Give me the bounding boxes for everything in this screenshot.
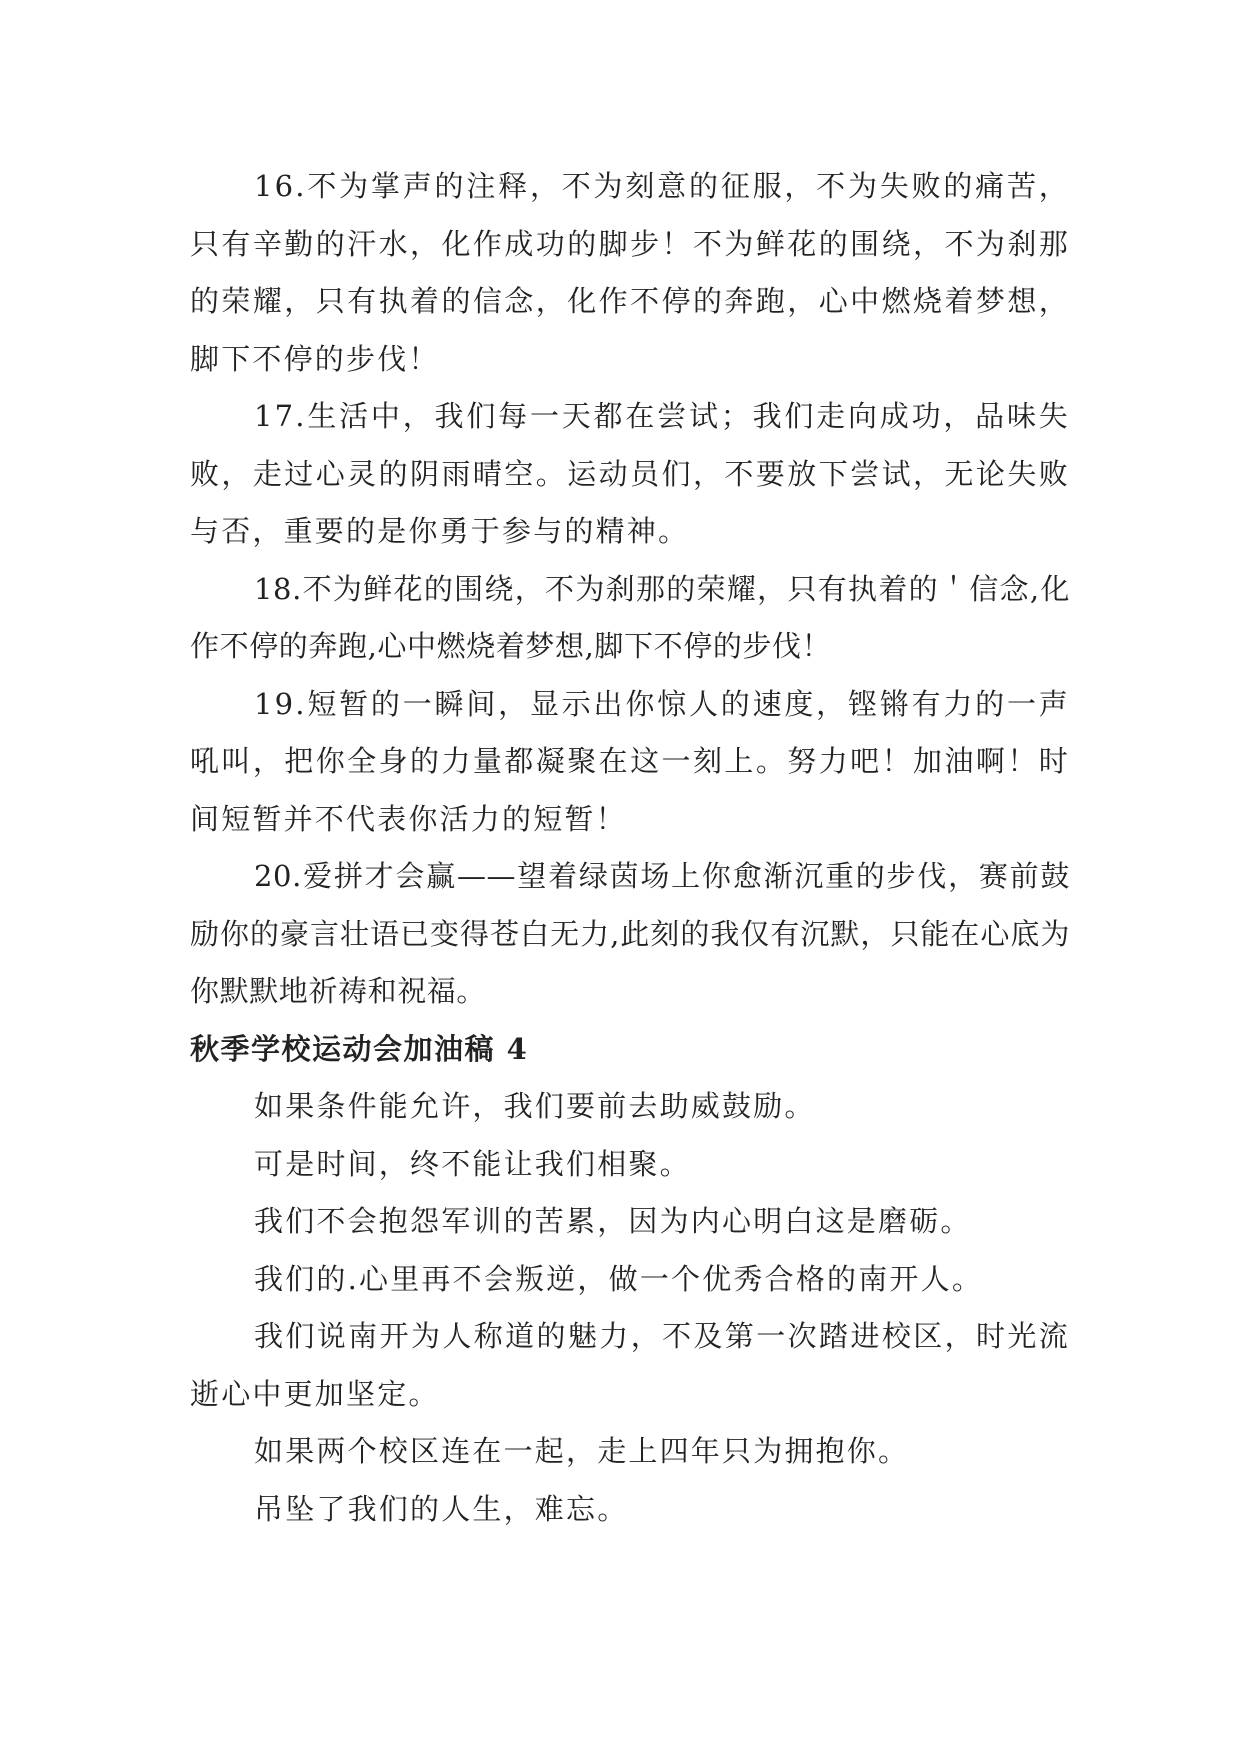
paragraph-18: 18.不为鲜花的围绕，不为刹那的荣耀，只有执着的＇信念,化作不停的奔跑,心中燃烧着梦想,脚下不停的步伐！ <box>190 571 1070 663</box>
section-heading: 秋季学校运动会加油稿 4 <box>190 1031 529 1066</box>
paragraph-line-7: 吊坠了我们的人生，难忘。 <box>254 1491 629 1526</box>
paragraph-17: 17.生活中，我们每一天都在尝试；我们走向成功，品味失败，走过心灵的阴雨晴空。运动员们，不要放下尝试，无论失败与否，重要的是你勇于参与的精神。 <box>190 399 1070 548</box>
paragraph-line-2: 可是时间，终不能让我们相聚。 <box>254 1146 691 1181</box>
paragraph-line-3: 我们不会抱怨军训的苦累，因为内心明白这是磨砺。 <box>254 1204 972 1238</box>
paragraph-line-5: 我们说南开为人称道的魅力，不及第一次踏进校区，时光流逝心中更加坚定。 <box>190 1319 1070 1411</box>
paragraph-line-1: 如果条件能允许，我们要前去助威鼓励。 <box>254 1089 816 1123</box>
paragraph-line-6: 如果两个校区连在一起，走上四年只为拥抱你。 <box>254 1434 910 1468</box>
paragraph-line-4: 我们的.心里再不会叛逆，做一个优秀合格的南开人。 <box>254 1261 984 1296</box>
paragraph-16: 16.不为掌声的注释，不为刻意的征服，不为失败的痛苦，只有辛勤的汗水，化作成功的脚步！不为鲜花的围绕，不为刹那的荣耀，只有执着的信念，化作不停的奔跑，心中燃烧着梦想，脚下不停的步伐！ <box>190 169 1070 376</box>
document-body <box>190 158 1070 1538</box>
paragraph-20: 20.爱拼才会赢——望着绿茵场上你愈渐沉重的步伐，赛前鼓励你的豪言壮语已变得苍白无力,此刻的我仅有沉默，只能在心底为你默默地祈祷和祝福。 <box>190 859 1070 1008</box>
paragraph-19: 19.短暂的一瞬间，显示出你惊人的速度，铿锵有力的一声吼叫，把你全身的力量都凝聚在这一刻上。努力吧！加油啊！时间短暂并不代表你活力的短暂！ <box>190 686 1070 836</box>
